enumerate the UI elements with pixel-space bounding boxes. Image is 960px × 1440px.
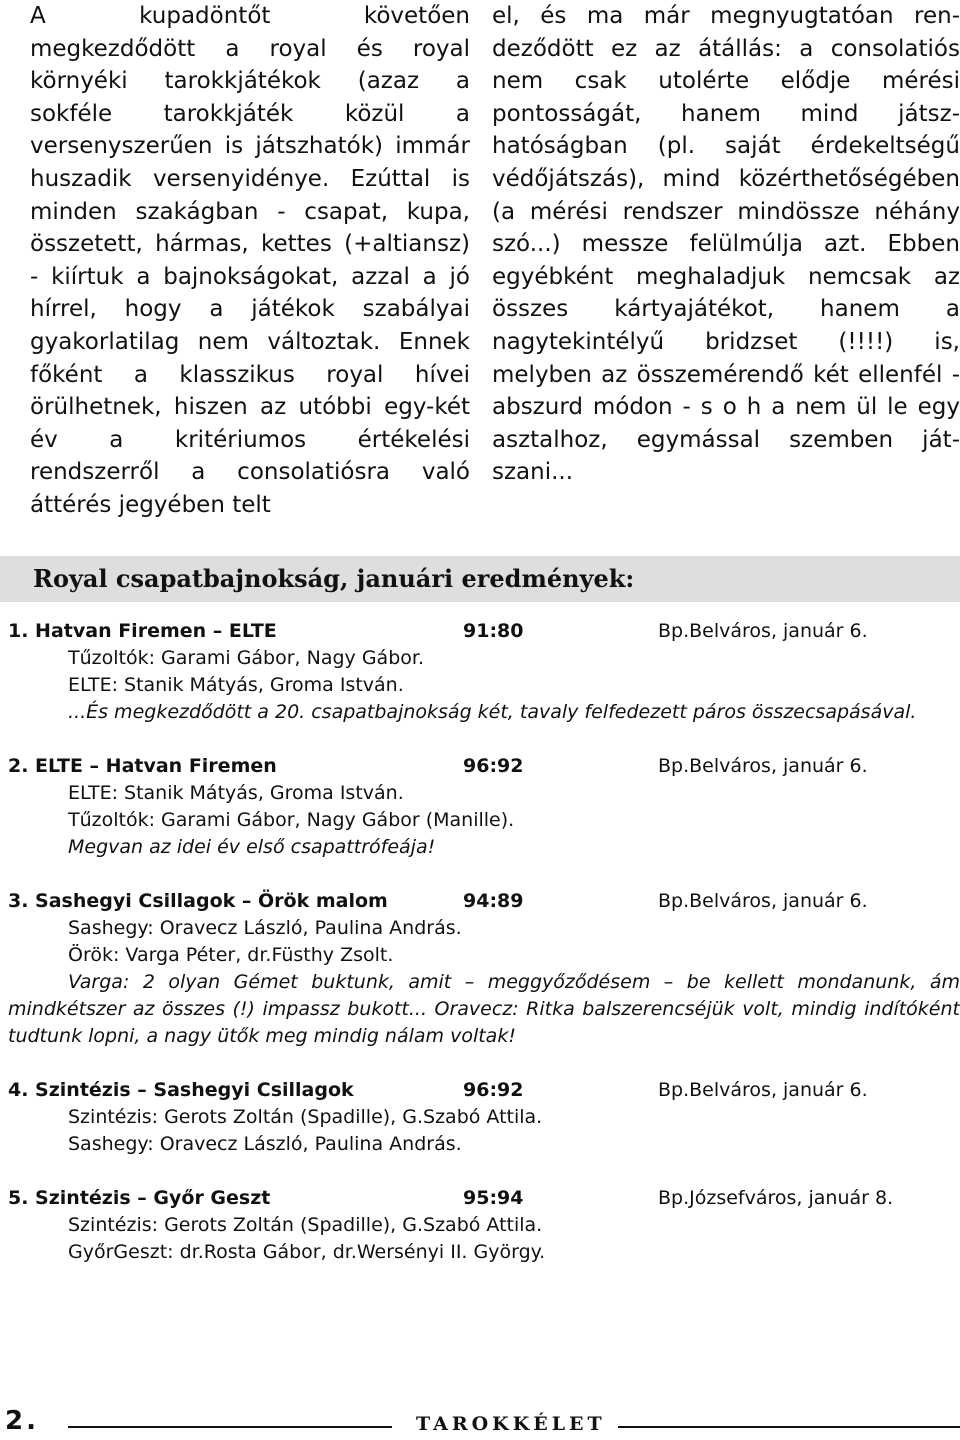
team-players: Sashegy: Oravecz László, Paulina András. (68, 1133, 462, 1155)
page-number: 2. (5, 1406, 39, 1436)
article-columns (30, 0, 960, 522)
team-players: ELTE: Stanik Mátyás, Groma István. (68, 674, 404, 696)
magazine-name: TAROKKÉLET (416, 1413, 606, 1435)
match-venue: Bp.Belváros, január 6. (658, 890, 868, 912)
match-comment: ...És megkezdődött a 20. csapatbajnokság két, tavaly felfedezett páros összecsapásával. (68, 701, 917, 723)
match-score: 96:92 (463, 755, 524, 777)
match-score: 94:89 (463, 890, 524, 912)
team-players: Szintézis: Gerots Zoltán (Spadille), G.Szabó Attila. (68, 1106, 543, 1128)
section-title: Royal csapatbajnokság, januári eredmények: (0, 556, 960, 602)
footer-rule-left (68, 1426, 392, 1428)
match-result (8, 753, 960, 861)
match-comment: Varga: 2 olyan Gémet buktunk, amit – meggyőződésem – be kellett mondanunk, ám mindkétszer az összes (!) impassz bukott... Oravecz: Ritka balszerencséjük volt, mindig indítóként tudtunk lopni, a nagy ütők meg mindig nálam voltak! (8, 971, 960, 1047)
match-venue: Bp.Belváros, január 6. (658, 1079, 868, 1101)
match-header (8, 888, 960, 915)
team-players: Tűzoltók: Garami Gábor, Nagy Gábor. (68, 647, 424, 669)
team-players: Tűzoltók: Garami Gábor, Nagy Gábor (Manille). (68, 809, 515, 831)
match-result (8, 1185, 960, 1266)
match-score: 96:92 (463, 1079, 524, 1101)
article-left-column (30, 0, 470, 522)
match-teams: 5. Szintézis – Győr Geszt (8, 1187, 271, 1209)
match-header (8, 753, 960, 780)
match-teams: 3. Sashegyi Csillagok – Örök malom (8, 890, 388, 912)
article-paragraph: A kupadöntőt követően megkezdődött a royal és royal környéki tarokkjátékok (azaz a sokféle tarokkjáték közül a versenyszerűen is játszhatók) immár huszadik versenyidénye. Ezúttal is minden szakágban - csapat, kupa, összetett, hármas, kettes (+altiansz) - kiírtuk a bajnokságokat, azzal a jó hírrel, hogy a játékok szabályai gyakorlatilag nem változtak. Ennek főként a klasszikus royal hívei örülhetnek, hiszen az utóbbi egy-két év a kritériumos értékelési rendszerről a consolatiósra való áttérés jegyében telt (30, 3, 470, 518)
match-teams: 1. Hatvan Firemen – ELTE (8, 620, 277, 642)
footer-rule-right (618, 1426, 960, 1428)
match-header (8, 618, 960, 645)
match-score: 91:80 (463, 620, 524, 642)
match-score: 95:94 (463, 1187, 524, 1209)
team-players: GyőrGeszt: dr.Rosta Gábor, dr.Wersényi II. György. (68, 1241, 546, 1263)
team-players: Szintézis: Gerots Zoltán (Spadille), G.Szabó Attila. (68, 1214, 543, 1236)
match-teams: 4. Szintézis – Sashegyi Csillagok (8, 1079, 354, 1101)
match-result (8, 1077, 960, 1158)
match-venue: Bp.Belváros, január 6. (658, 755, 868, 777)
article-right-column (492, 0, 960, 522)
team-players: ELTE: Stanik Mátyás, Groma István. (68, 782, 404, 804)
team-players: Sashegy: Oravecz László, Paulina András. (68, 917, 462, 939)
match-result (8, 888, 960, 1050)
page-footer (0, 1400, 960, 1440)
match-venue: Bp.Józsefváros, január 8. (658, 1187, 894, 1209)
match-header (8, 1077, 960, 1104)
article-paragraph-continued: el, és ma már megnyugtatóan rendeződött ez az átállás: a consolatiós nem csak utolérte elődje mérési pontosságát, hanem mind játszhatóságban (pl. saját érdekeltségű védőjátszás), mind közérthetőségében (a mérési rendszer mindössze néhány szó...) messze felülmúlja azt. Ebben egyébként meghaladjuk nemcsak az összes kártyajátékot, hanem a nagytekintélyű bridzset (!!!!) is, melyben az összemérendő két ellenfél - abszurd módon - s o h a nem ül le egy asztalhoz, egymással szemben játszani... (492, 3, 960, 486)
team-players: Örök: Varga Péter, dr.Füsthy Zsolt. (68, 944, 394, 966)
results-list (8, 618, 960, 1293)
match-header (8, 1185, 960, 1212)
match-teams: 2. ELTE – Hatvan Firemen (8, 755, 277, 777)
match-comment: Megvan az idei év első csapattrófeája! (68, 836, 436, 858)
match-result (8, 618, 960, 726)
match-venue: Bp.Belváros, január 6. (658, 620, 868, 642)
